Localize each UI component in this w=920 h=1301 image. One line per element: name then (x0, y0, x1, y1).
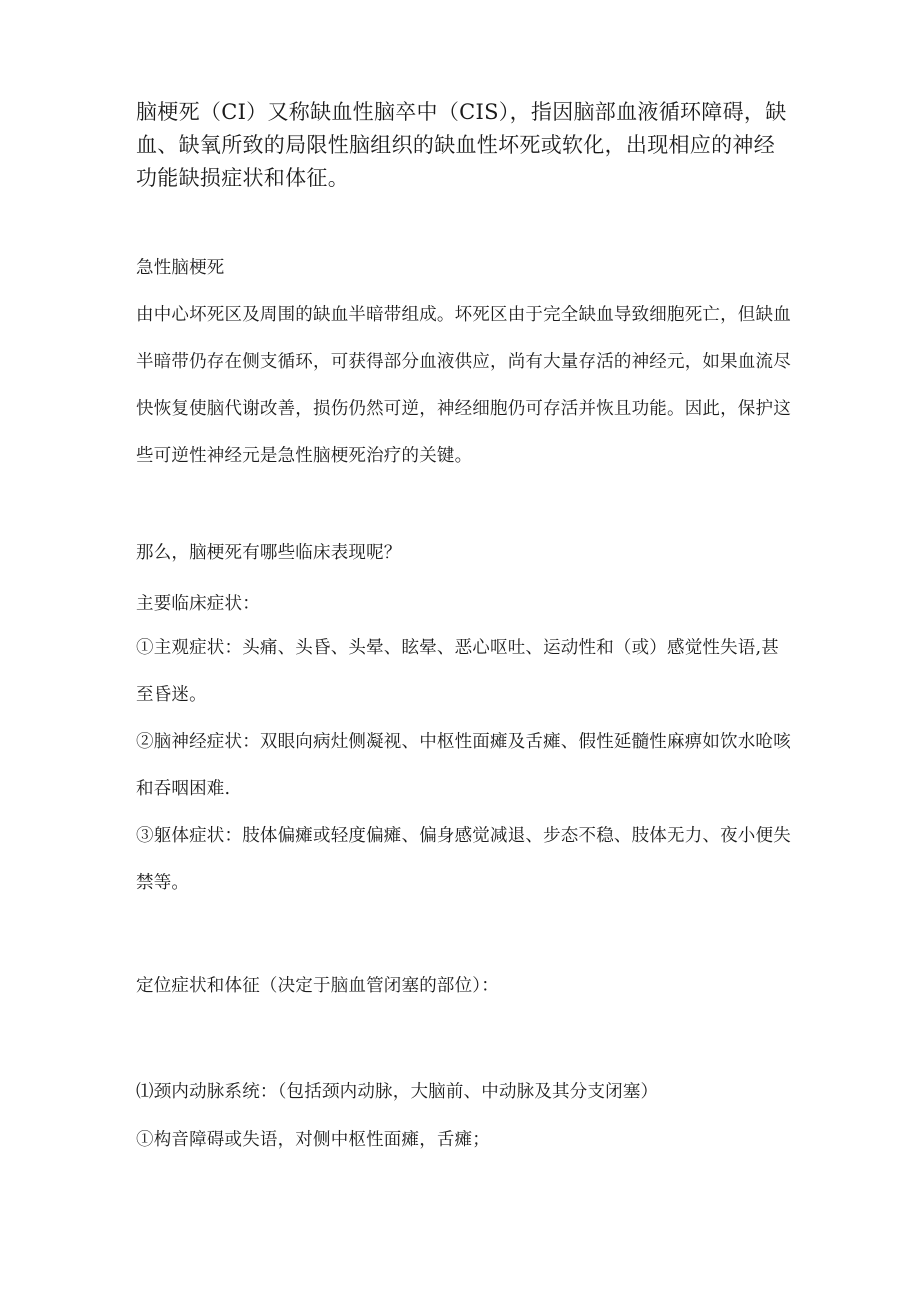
main-symptoms-heading: 主要临床症状： (136, 594, 260, 614)
symptom-item-cranial-nerve: ②脑神经症状：双眼向病灶侧凝视、中枢性面瘫及舌瘫、假性延髓性麻痹如饮水呛咳和吞咽困难. (136, 732, 791, 799)
acute-infarction-heading: 急性脑梗死 (136, 258, 225, 278)
acute-infarction-paragraph: 由中心坏死区及周围的缺血半暗带组成。坏死区由于完全缺血导致细胞死亡，但缺血半暗带仍存在侧支循环，可获得部分血液供应，尚有大量存活的神经元，如果血流尽快恢复使脑代谢改善，损伤仍然可逆，神经细胞仍可存活并恢且功能。因此，保护这些可逆性神经元是急性脑梗死治疗的关键。 (136, 305, 791, 466)
intro-paragraph: 脑梗死（CI）又称缺血性脑卒中（CIS），指因脑部血液循环障碍，缺血、缺氧所致的局限性脑组织的缺血性坏死或软化，出现相应的神经功能缺损症状和体征。 (136, 100, 787, 190)
carotid-system-heading: ⑴颈内动脉系统：（包括颈内动脉，大脑前、中动脉及其分支闭塞） (136, 1082, 659, 1102)
localization-heading: 定位症状和体征（决定于脑血管闭塞的部位）： (136, 976, 499, 996)
carotid-item-1: ①构音障碍或失语，对侧中枢性面瘫，舌瘫； (136, 1130, 490, 1150)
clinical-question: 那么，脑梗死有哪些临床表现呢？ (136, 543, 402, 563)
symptom-item-subjective: ①主观症状：头痛、头昏、头晕、眩晕、恶心呕吐、运动性和（或）感觉性失语,甚至昏迷。 (136, 638, 779, 705)
symptom-item-somatic: ③躯体症状：肢体偏瘫或轻度偏瘫、偏身感觉减退、步态不稳、肢体无力、夜小便失禁等。 (136, 826, 791, 893)
